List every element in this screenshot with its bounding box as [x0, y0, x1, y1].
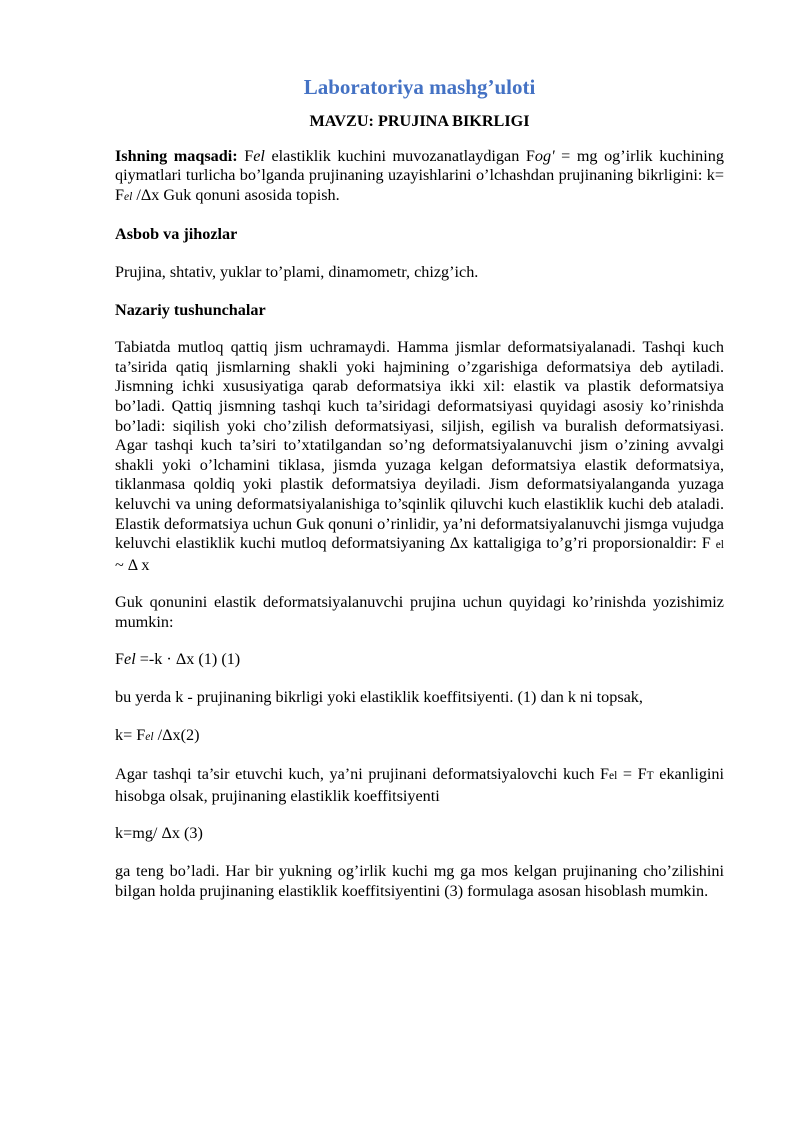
aim-sub-og: og' [534, 146, 555, 165]
theory-paragraph-3: bu yerda k - prujinaning bikrligi yoki elastiklik koeffitsiyenti. (1) dan k ni topsak, [115, 688, 643, 707]
p4-text-e: ekanligini hisobga olsak, prujinaning elastiklik koeffitsiyenti [115, 765, 725, 805]
eq1-sub: el [124, 650, 136, 669]
equation-1 [115, 650, 724, 670]
eq2-sub: el [145, 730, 154, 743]
p4-text-c: = F [617, 765, 647, 784]
theory-paragraph-2: Guk qonunini elastik deformatsiyalanuvchi prujina uchun quyidagi ko’rinishda yozishimiz mumkin: [115, 593, 724, 631]
document-page [115, 74, 724, 919]
equipment-text: Prujina, shtativ, yuklar to’plami, dinamometr, chizg’ich. [115, 262, 479, 281]
equation-3: k=mg/ Δx (3) [115, 824, 203, 843]
theory-p1-sub: el [715, 539, 724, 552]
equipment-heading: Asbob va jihozlar [115, 225, 238, 244]
theory-heading: Nazariy tushunchalar [115, 300, 266, 319]
eq1-f: F [115, 650, 125, 669]
theory-p1-end: ~ Δ x [115, 555, 150, 574]
theory-paragraph-5: ga teng bo’ladi. Har bir yukning og’irlik kuchi mg ga mos kelgan prujinaning cho’zilishini bilgan holda prujinaning elastiklik koeffitsiyentini (3) formulaga asosan hisoblash mumkin. [115, 862, 724, 900]
aim-text-3: = mg og’irlik kuchining qiymatlari turlicha bo’lganda prujinaning uzayishlarini o’lchashdan prujinaning bikrligini: k= F [115, 146, 724, 204]
aim-text-4: /Δx Guk qonuni asosida topish. [132, 185, 340, 204]
equation-2 [115, 726, 724, 748]
p4-text-a: Agar tashqi ta’sir etuvchi kuch, ya’ni prujinani deformatsiyalovchi kuch F [115, 765, 610, 784]
aim-sub-el: el [253, 146, 265, 165]
eq2-rest: /Δx(2) [153, 725, 200, 744]
aim-sub-el-2: el [124, 190, 133, 203]
topic-heading: MAVZU: PRUJINA BIKRLIGI [309, 112, 530, 130]
eq1-rest: =-k · Δx (1) (1) [135, 650, 241, 669]
p4-sub-el: el [609, 770, 618, 783]
aim-label: Ishning maqsadi: [115, 146, 238, 165]
aim-text-1: F [237, 146, 254, 165]
eq2-k: k= F [115, 725, 146, 744]
aim-paragraph [115, 147, 724, 208]
p4-sub-t: T [646, 770, 654, 783]
theory-p1-text: Tabiatda mutloq qattiq jism uchramaydi. Hamma jismlar deformatsiyalanadi. Tashqi kuch ta’sirida qatiq jismlarning shakli yoki hajmining o’zgarishiga deformatsiya deb aytiladi. Jismning ichki xususiyatiga qarab deformatsiya ikki xil: elastik va plastik deformatsiya bo’ladi. Qattiq jismning tashqi kuch ta’siridagi deformatsiyasi quyidagi asosiy ko’rinishda bo’ladi: siqilish yoki cho’zilish deformatsiyasi, siljish, egilish va buralish deformatsiyasi. Agar tashqi kuch ta’siri to’xtatilgandan so’ng deformatsiyalanuvchi jism o’zining avvalgi shakli yoki o’lchamini tiklasa, jismda yuzaga kelgan deformatsiya elastik deformatsiya, tiklanmasa qoldiq yoki plastik deformatsiya deyiladi. Jism deformatsiyalanganda yuzaga keluvchi va uning deformatsiyalanishiga to’sqinlik qiluvchi kuch elastiklik kuchi deb ataladi. Elastik deformatsiya uchun Guk qonuni o’rinlidir, ya’ni deformatsiyalanuvchi jismga vujudga keluvchi elastiklik kuchi mutloq deformatsiyaning Δx kattaligiga to’g’ri proporsionaldir: F [115, 338, 724, 553]
aim-text-2: elastiklik kuchini muvozanatlaydigan F [264, 146, 535, 165]
theory-paragraph-4 [115, 765, 724, 806]
theory-paragraph-1 [115, 338, 724, 575]
page-title: Laboratoriya mashg’uloti [303, 75, 536, 99]
